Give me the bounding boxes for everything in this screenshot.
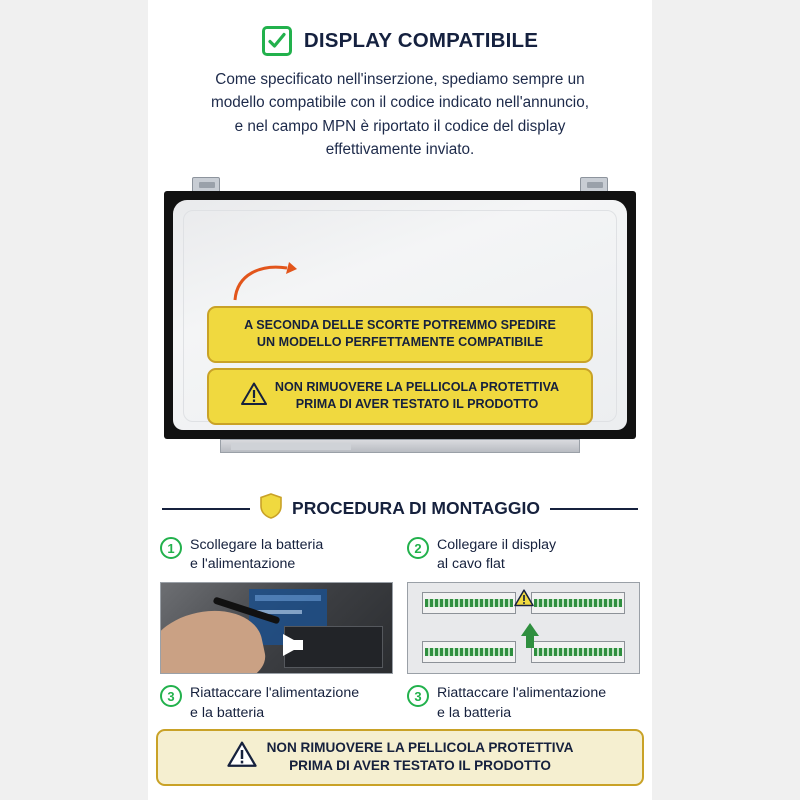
connector-top-left xyxy=(422,592,516,614)
connector-bottom-left xyxy=(422,641,516,663)
warning-triangle-icon xyxy=(241,382,267,411)
display-foil-strip xyxy=(231,443,351,450)
step-3-right-text xyxy=(437,684,606,722)
step-3-left-line-2: e la batteria xyxy=(190,704,265,721)
step-3-right-header xyxy=(407,684,640,722)
intro-line-4: effettivamente inviato. xyxy=(325,140,475,158)
footer-warning-text xyxy=(267,739,574,777)
flat-cable-connector-photo xyxy=(407,582,640,674)
step-3-left-number: 3 xyxy=(160,685,182,707)
intro-line-3: e nel campo MPN è riportato il codice del display xyxy=(234,117,566,135)
film-warning-text xyxy=(275,379,559,414)
steps-row-top xyxy=(160,536,640,674)
heading-rule-left xyxy=(162,508,250,510)
step-3-left-line-1: Riattaccare l'alimentazione xyxy=(190,685,360,702)
step-2-number: 2 xyxy=(407,537,429,559)
display-panel xyxy=(164,191,636,439)
procedure-heading xyxy=(162,493,638,524)
step-1-line-2: e l'alimentazione xyxy=(190,556,296,573)
step-2-header xyxy=(407,536,640,574)
white-arrow-icon xyxy=(283,634,303,656)
heading-rule-right xyxy=(550,508,638,510)
step-item-1 xyxy=(160,536,393,674)
compatibility-callout xyxy=(207,306,593,363)
step-1-text xyxy=(190,536,323,574)
display-bottom-strip xyxy=(220,439,580,453)
step-2-line-1: Collegare il display xyxy=(437,537,557,553)
compatibility-callout-line-2: UN MODELLO PERFETTAMENTE COMPATIBILE xyxy=(256,335,544,350)
warning-triangle-icon xyxy=(227,741,257,773)
header xyxy=(148,0,652,56)
intro-line-1: Come specificato nell'inserzione, spediamo sempre un xyxy=(215,71,585,88)
intro-line-2: modello compatibile con il codice indicato nell'annuncio, xyxy=(211,94,589,112)
steps-row-bottom xyxy=(160,684,640,722)
display-screen-surface xyxy=(173,200,627,430)
procedure-title: PROCEDURA DI MONTAGGIO xyxy=(292,498,540,518)
compatibility-callout-line-1: A SECONDA DELLE SCORTE POTREMMO SPEDIRE xyxy=(244,318,556,332)
warning-triangle-icon xyxy=(514,589,534,612)
film-warning-callout xyxy=(207,368,593,425)
left-gray-band xyxy=(0,0,148,800)
film-warning-line-1: NON RIMUOVERE LA PELLICOLA PROTETTIVA xyxy=(274,380,560,394)
step-3-right-line-2: e la batteria xyxy=(437,704,512,721)
connector-top-right xyxy=(531,592,625,614)
page-title: DISPLAY COMPATIBILE xyxy=(303,29,539,52)
curved-arrow-icon xyxy=(231,258,301,302)
content-column xyxy=(148,0,652,800)
footer-warning-line-1: NON RIMUOVERE LA PELLICOLA PROTETTIVA xyxy=(266,739,574,755)
film-warning-line-2: PRIMA DI AVER TESTATO IL PRODOTTO xyxy=(295,397,539,412)
intro-paragraph xyxy=(164,68,636,161)
step-1-header xyxy=(160,536,393,574)
shield-icon xyxy=(260,493,282,524)
step-3-left-header xyxy=(160,684,393,722)
step-3-right-line-1: Riattaccare l'alimentazione xyxy=(437,685,607,702)
step-item-2 xyxy=(407,536,640,674)
green-arrow-icon xyxy=(521,623,539,636)
right-gray-band xyxy=(652,0,800,800)
step-item-3-left xyxy=(160,684,393,722)
connector-bottom-right xyxy=(531,641,625,663)
footer-warning-banner xyxy=(156,729,644,787)
step-3-left-text xyxy=(190,684,359,722)
laptop-internals-photo xyxy=(160,582,393,674)
footer-warning-line-2: PRIMA DI AVER TESTATO IL PRODOTTO xyxy=(289,758,551,774)
check-box-icon xyxy=(262,26,292,56)
step-1-number: 1 xyxy=(160,537,182,559)
step-1-line-1: Scollegare la batteria xyxy=(190,537,324,553)
step-2-text xyxy=(437,536,556,574)
display-illustration xyxy=(156,177,644,477)
step-3-right-number: 3 xyxy=(407,685,429,707)
step-item-3-right xyxy=(407,684,640,722)
step-2-line-2: al cavo flat xyxy=(437,556,505,573)
